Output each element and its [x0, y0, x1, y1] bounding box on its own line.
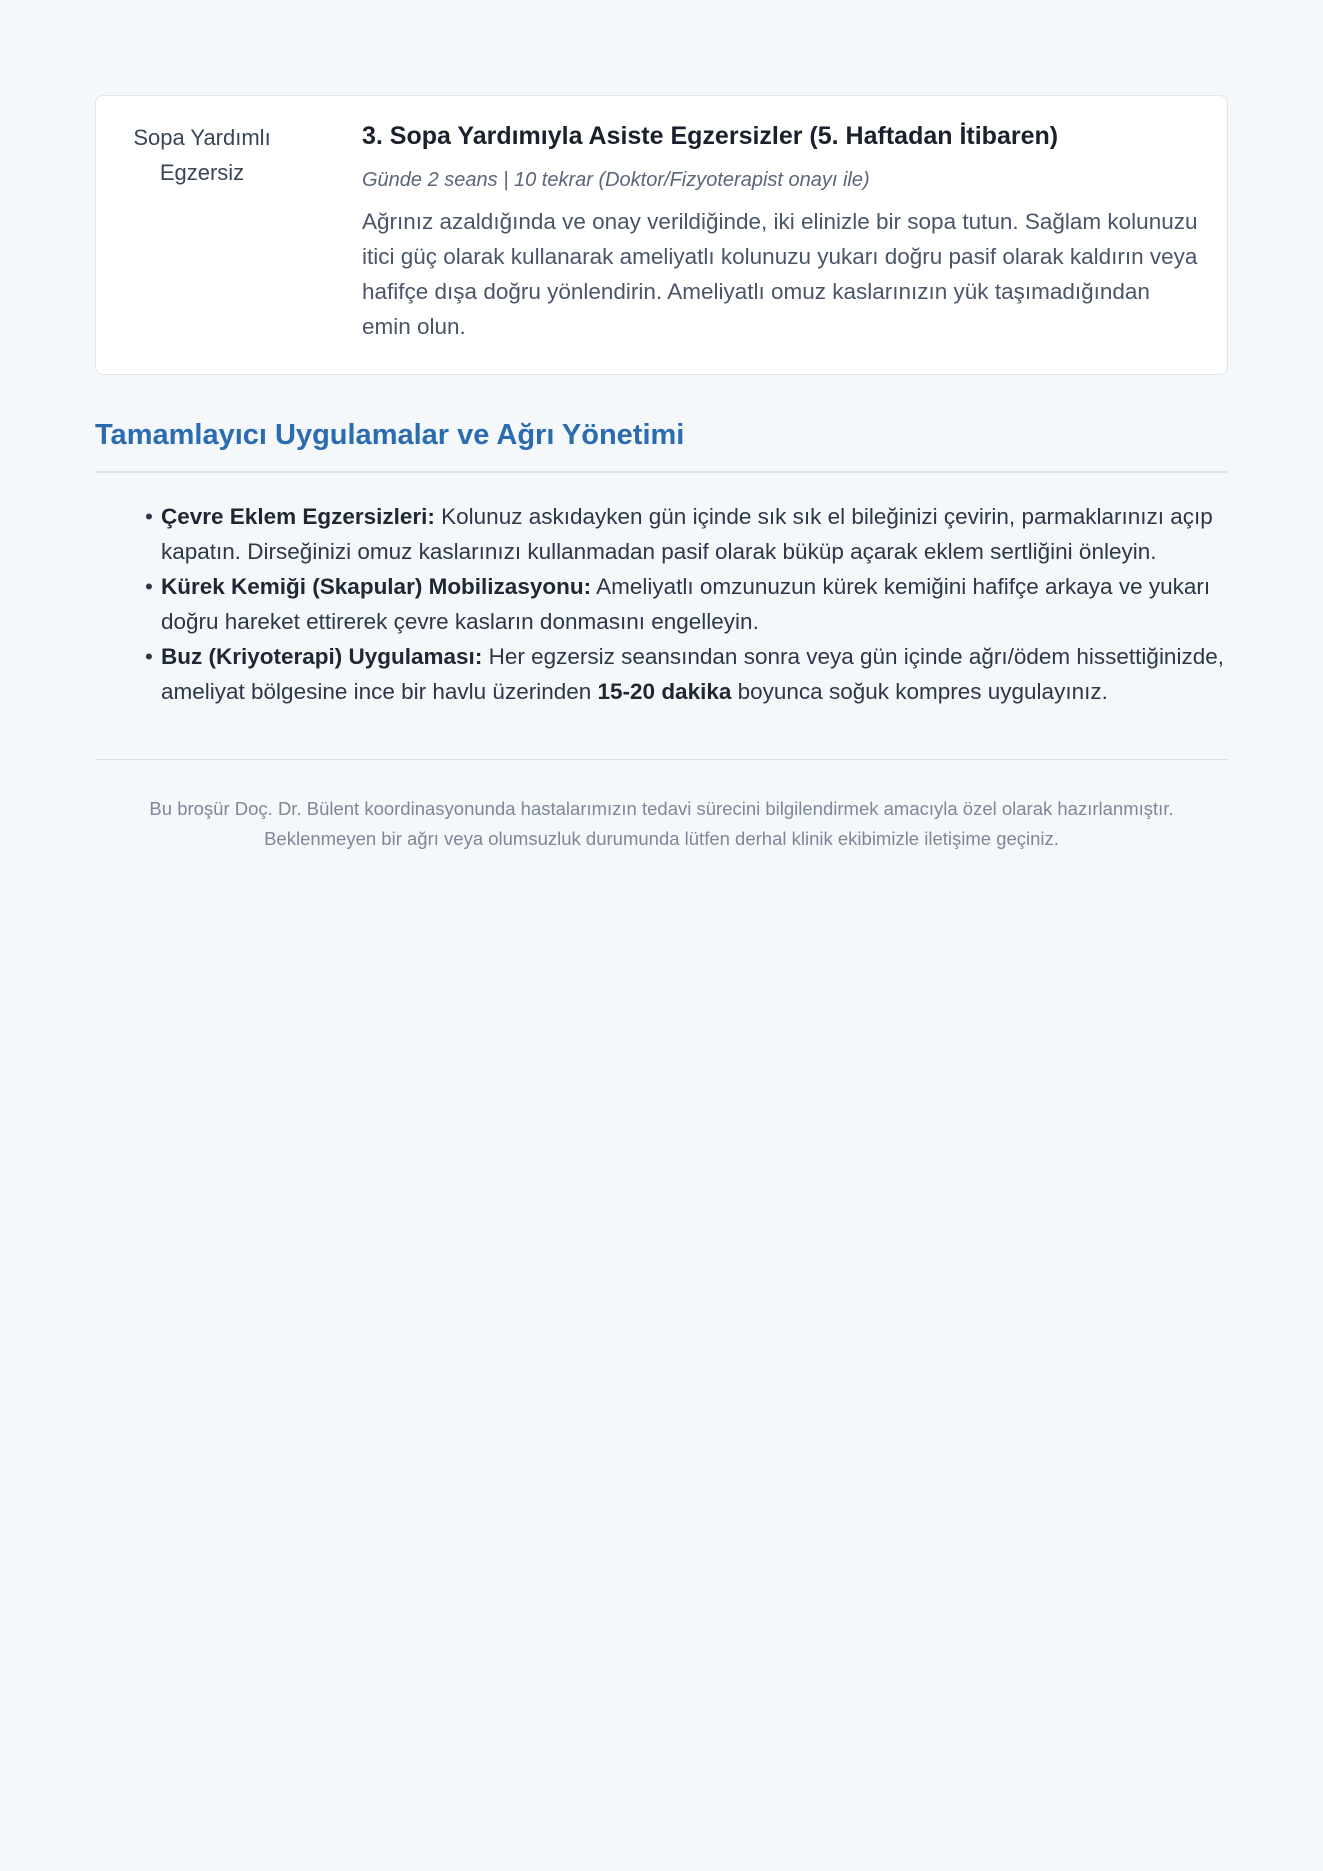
footer-line: Bu broşür Doç. Dr. Bülent koordinasyonunda hastalarımızın tedavi sürecini bilgilendirmek amacıyla özel olarak hazırlanmıştır. — [149, 798, 1174, 819]
item-text: Ameliyatlı omzunuzun kürek kemiğini hafifçe arkaya ve yukarı doğru hareket ettirerek çevre kasların donmasını engelleyin. — [161, 574, 1211, 634]
list-item — [145, 639, 1228, 709]
exercise-meta: Günde 2 seans | 10 tekrar (Doktor/Fizyoterapist onayı ile) — [362, 169, 870, 191]
footer — [95, 794, 1228, 854]
footer-divider — [95, 759, 1228, 760]
exercise-image-placeholder — [122, 120, 362, 344]
item-text: boyunca soğuk kompres uygulayınız. — [731, 679, 1108, 704]
bullet-list — [95, 499, 1228, 709]
exercise-title: 3. Sopa Yardımıyla Asiste Egzersizler (5. Haftadan İtibaren) — [362, 122, 1059, 150]
item-label: Buz (Kriyoterapi) Uygulaması: — [161, 644, 483, 669]
list-item — [145, 569, 1228, 639]
item-text: Kolunuz askıdayken gün içinde sık sık el bileğinizi çevirin, parmaklarınızı açıp kapatın. Dirseğinizi omuz kaslarınızı kullanmadan pasif olarak büküp açarak eklem sertliğini önleyin. — [161, 504, 1213, 564]
exercise-content — [362, 120, 1199, 344]
item-text: Her egzersiz seansından sonra veya gün içinde ağrı/ödem hissettiğinizde, ameliyat bölgesine ince bir havlu üzerinden — [161, 644, 1224, 704]
list-item — [145, 499, 1228, 569]
exercise-card — [95, 95, 1228, 375]
section-title: Tamamlayıcı Uygulamalar ve Ağrı Yönetimi — [95, 417, 1228, 473]
brochure-page — [95, 95, 1228, 854]
item-emphasis: 15-20 dakika — [597, 679, 732, 704]
exercise-description: Ağrınız azaldığında ve onay verildiğinde, iki elinizle bir sopa tutun. Sağlam kolunuzu itici güç olarak kullanarak ameliyatlı kolunuzu yukarı doğru pasif olarak kaldırın veya hafifçe dışa doğru yönlendirin. Ameliyatlı omuz kaslarınızın yük taşımadığından emin olun. — [362, 209, 1198, 339]
item-label: Çevre Eklem Egzersizleri: — [161, 504, 435, 529]
item-label: Kürek Kemiği (Skapular) Mobilizasyonu: — [161, 574, 592, 599]
exercise-image-label: Sopa Yardımlı Egzersiz — [133, 125, 271, 185]
footer-line: Beklenmeyen bir ağrı veya olumsuzluk durumunda lütfen derhal klinik ekibimizle iletişime geçiniz. — [264, 828, 1059, 849]
